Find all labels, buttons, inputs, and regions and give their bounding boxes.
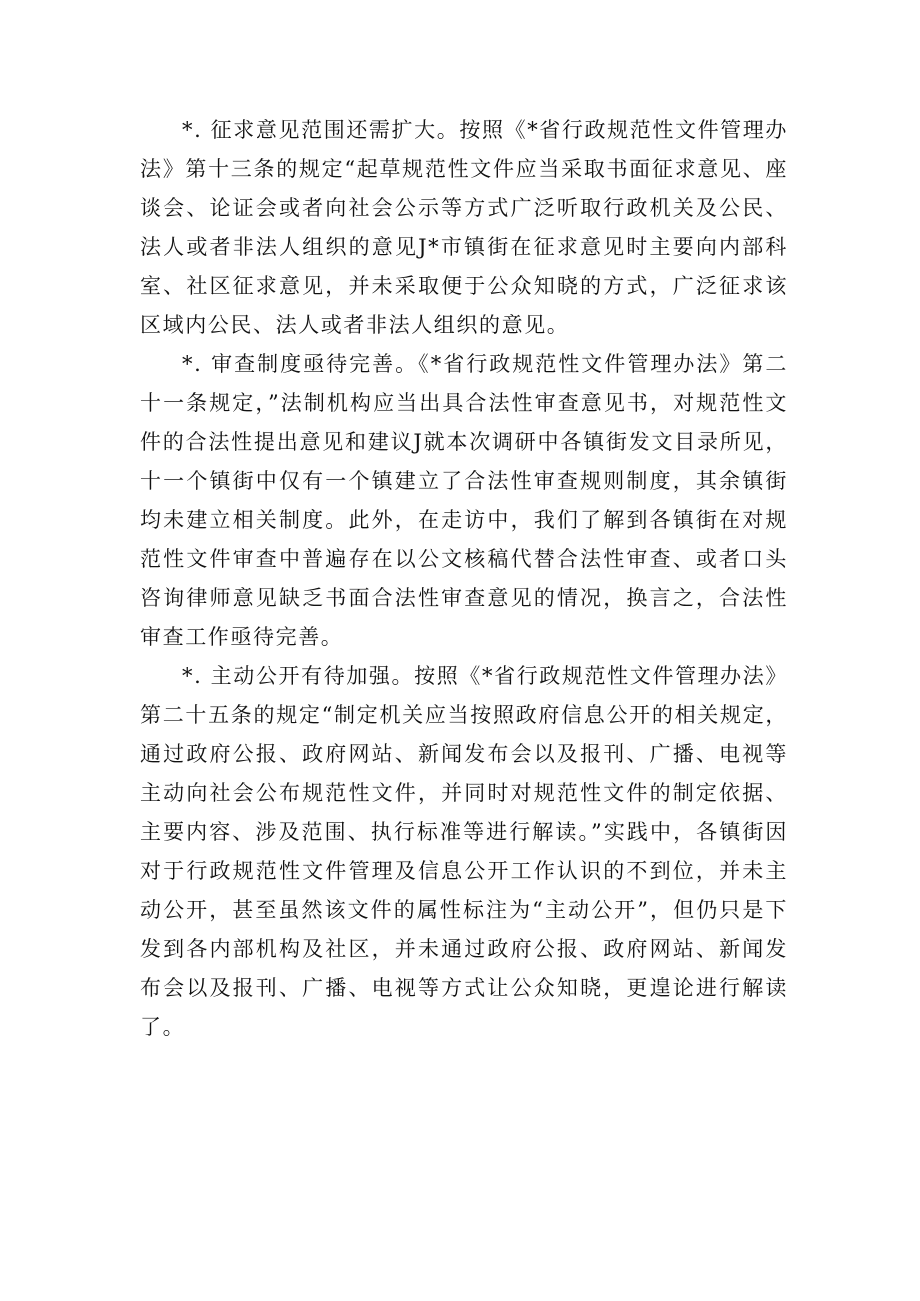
paragraph-review-system: *. 审查制度亟待完善。《*省行政规范性文件管理办法》第二十一条规定，”法制机构应当出具合法性审查意见书，对规范性文件的合法性提出意见和建议J就本次调研中各镇街发文目录所见，十一个镇街中仅有一个镇建立了合法性审查规则制度，其余镇街均未建立相关制度。此外，在走访中，我们了解到各镇街在对规范性文件审查中普遍存在以公文核稿代替合法性审查、或者口头咨询律师意见缺乏书面合法性审查意见的情况，换言之，合法性审查工作亟待完善。: [140, 352, 788, 649]
paragraph-consultation-scope: *. 征求意见范围还需扩大。按照《*省行政规范性文件管理办法》第十三条的规定“起草规范性文件应当采取书面征求意见、座谈会、论证会或者向社会公示等方式广泛听取行政机关及公民、法人或者非法人组织的意见J*市镇街在征求意见时主要向内部科室、社区征求意见，并未采取便于公众知晓的方式，广泛征求该区域内公民、法人或者非法人组织的意见。: [140, 118, 788, 337]
document-body: [140, 111, 788, 1047]
paragraph-public-disclosure: *. 主动公开有待加强。按照《*省行政规范性文件管理办法》第二十五条的规定“制定机关应当按照政府信息公开的相关规定，通过政府公报、政府网站、新闻发布会以及报刊、广播、电视等主动向社会公布规范性文件，并同时对规范性文件的制定依据、主要内容、涉及范围、执行标准等进行解读。”实践中，各镇街因对于行政规范性文件管理及信息公开工作认识的不到位，并未主动公开，甚至虽然该文件的属性标注为“主动公开”，但仍只是下发到各内部机构及社区，并未通过政府公报、政府网站、新闻发布会以及报刊、广播、电视等方式让公众知晓，更遑论进行解读了。: [140, 664, 788, 1039]
